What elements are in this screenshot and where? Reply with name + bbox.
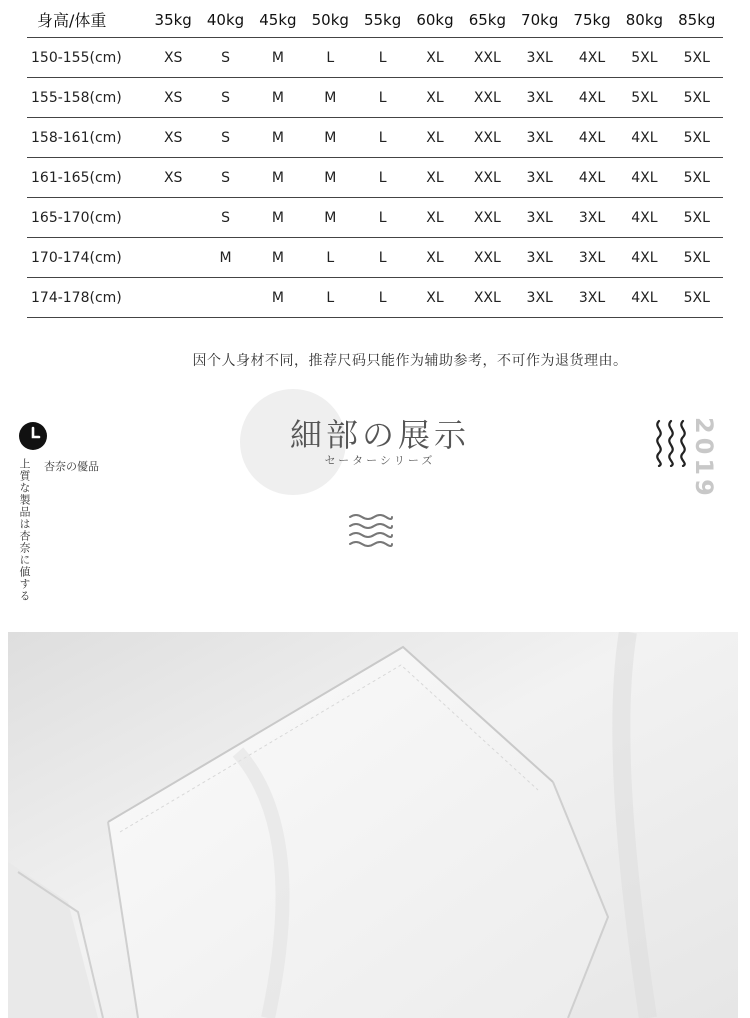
size-cell: XL (409, 38, 461, 78)
banner-title: 細部の展示 (289, 416, 470, 454)
size-cell: M (304, 118, 356, 158)
size-cell: 3XL (514, 158, 566, 198)
size-cell: 5XL (618, 78, 670, 118)
size-row (27, 238, 723, 278)
size-cell: 3XL (566, 238, 618, 278)
height-weight-header: 身高/体重 (27, 2, 147, 38)
size-cell: S (199, 38, 251, 78)
size-cell: XXL (461, 38, 513, 78)
size-cell: S (199, 118, 251, 158)
size-cell: 4XL (618, 198, 670, 238)
size-cell: XXL (461, 158, 513, 198)
size-row (27, 278, 723, 318)
wave-lines-icon (653, 419, 689, 467)
size-row (27, 38, 723, 78)
size-table-header (27, 2, 723, 38)
size-cell: XS (147, 158, 199, 198)
size-cell: M (252, 158, 304, 198)
height-cell: 155-158(cm) (27, 78, 147, 118)
size-cell: 4XL (566, 38, 618, 78)
weight-header: 35kg (147, 2, 199, 38)
wave-lines-icon (348, 513, 394, 547)
size-cell: L (356, 198, 408, 238)
size-cell: 4XL (618, 238, 670, 278)
size-table (27, 2, 723, 318)
weight-header: 80kg (618, 2, 670, 38)
size-cell: 3XL (514, 118, 566, 158)
size-cell: XL (409, 278, 461, 318)
size-cell: L (356, 278, 408, 318)
size-cell: XS (147, 38, 199, 78)
size-cell: 4XL (566, 118, 618, 158)
size-cell: 4XL (618, 118, 670, 158)
size-cell: XL (409, 158, 461, 198)
weight-header: 50kg (304, 2, 356, 38)
size-cell: 4XL (618, 158, 670, 198)
size-cell: M (304, 198, 356, 238)
size-cell: XL (409, 238, 461, 278)
size-cell: 5XL (671, 278, 723, 318)
size-cell: L (356, 118, 408, 158)
size-cell: L (304, 278, 356, 318)
size-row (27, 158, 723, 198)
size-cell: M (252, 78, 304, 118)
size-cell: XL (409, 118, 461, 158)
size-cell: S (199, 198, 251, 238)
size-cell: L (356, 158, 408, 198)
size-cell: XXL (461, 278, 513, 318)
size-cell: 5XL (671, 118, 723, 158)
size-row (27, 118, 723, 158)
weight-header: 40kg (199, 2, 251, 38)
size-cell: S (199, 78, 251, 118)
height-cell: 165-170(cm) (27, 198, 147, 238)
size-cell: M (252, 118, 304, 158)
brand-name: 杏奈の優品 (44, 460, 99, 473)
size-cell: M (304, 78, 356, 118)
year-label: 2019 (690, 417, 718, 500)
weight-header: 70kg (514, 2, 566, 38)
size-cell: M (252, 238, 304, 278)
weight-header: 60kg (409, 2, 461, 38)
size-cell: XXL (461, 198, 513, 238)
size-cell: 5XL (671, 38, 723, 78)
size-cell (199, 278, 251, 318)
size-cell: L (356, 238, 408, 278)
weight-header: 55kg (356, 2, 408, 38)
size-cell: L (304, 38, 356, 78)
size-cell (147, 238, 199, 278)
banner-subtitle: セーターシリーズ (324, 454, 436, 467)
size-cell: 4XL (618, 278, 670, 318)
size-cell: M (252, 278, 304, 318)
size-cell: L (304, 238, 356, 278)
size-table-body (27, 38, 723, 318)
weight-header: 85kg (671, 2, 723, 38)
size-cell: S (199, 158, 251, 198)
size-cell: 3XL (514, 198, 566, 238)
size-cell: XS (147, 118, 199, 158)
size-cell: L (356, 38, 408, 78)
height-cell: 170-174(cm) (27, 238, 147, 278)
size-cell: XXL (461, 78, 513, 118)
size-cell: XS (147, 78, 199, 118)
size-row (27, 198, 723, 238)
size-cell: M (252, 38, 304, 78)
size-cell: 4XL (566, 78, 618, 118)
size-cell: 3XL (514, 78, 566, 118)
size-cell: 3XL (514, 38, 566, 78)
shirt-pocket-photo (8, 632, 738, 1018)
size-cell: 3XL (514, 278, 566, 318)
size-cell: XXL (461, 238, 513, 278)
size-row (27, 78, 723, 118)
size-cell (147, 198, 199, 238)
size-cell: 5XL (671, 78, 723, 118)
size-cell: 5XL (671, 158, 723, 198)
height-cell: 161-165(cm) (27, 158, 147, 198)
size-cell: M (252, 198, 304, 238)
size-cell: 5XL (618, 38, 670, 78)
size-cell: XL (409, 198, 461, 238)
size-cell: 3XL (566, 198, 618, 238)
height-cell: 158-161(cm) (27, 118, 147, 158)
weight-header: 75kg (566, 2, 618, 38)
size-cell: 3XL (514, 238, 566, 278)
size-cell: 5XL (671, 238, 723, 278)
height-cell: 174-178(cm) (27, 278, 147, 318)
size-disclaimer: 因个人身材不同，推荐尺码只能作为辅助参考，不可作为退货理由。 (192, 353, 628, 369)
size-cell: 4XL (566, 158, 618, 198)
size-cell (147, 278, 199, 318)
weight-header: 65kg (461, 2, 513, 38)
clock-icon (18, 421, 48, 451)
size-cell: XL (409, 78, 461, 118)
vertical-caption: 上質な製品は杏奈に値する (18, 458, 31, 602)
size-cell: 5XL (671, 198, 723, 238)
size-cell: 3XL (566, 278, 618, 318)
weight-header: 45kg (252, 2, 304, 38)
size-cell: XXL (461, 118, 513, 158)
size-cell: M (304, 158, 356, 198)
size-cell: L (356, 78, 408, 118)
height-cell: 150-155(cm) (27, 38, 147, 78)
size-cell: M (199, 238, 251, 278)
